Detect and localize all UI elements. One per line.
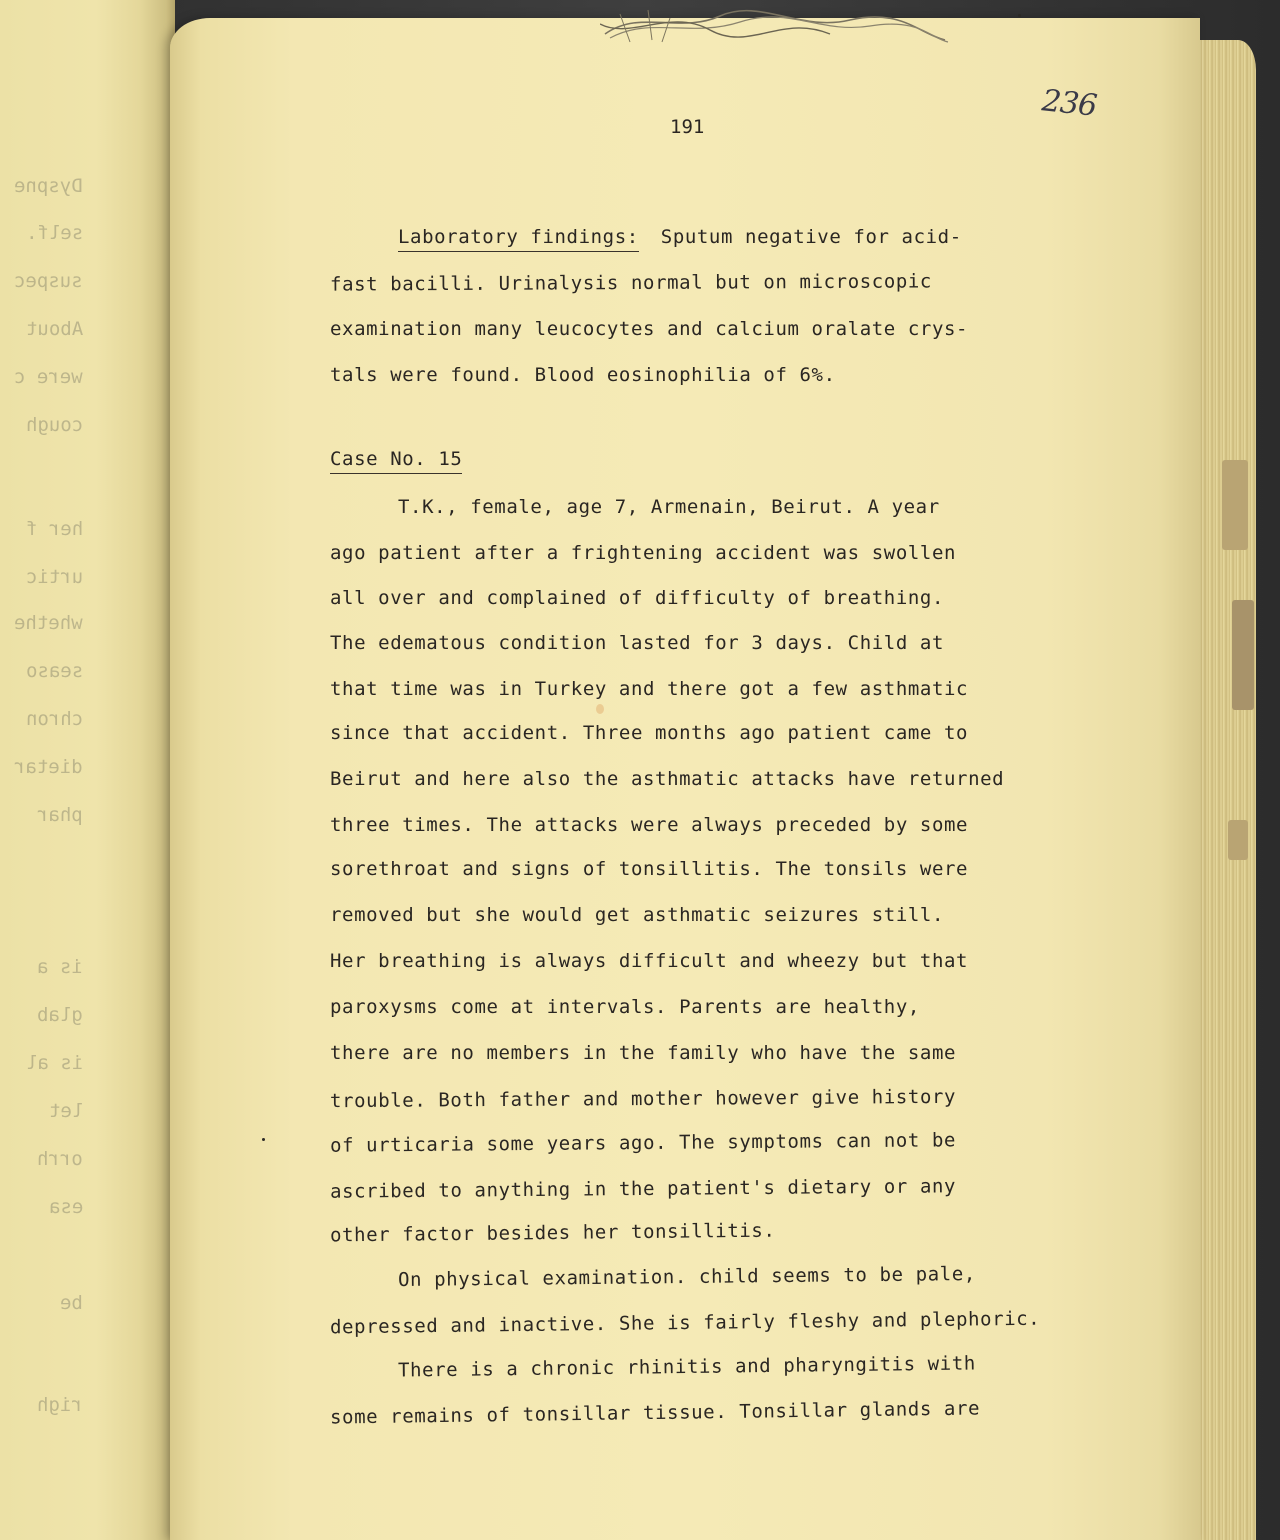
left-page-fragment: phar (37, 804, 83, 826)
lab-heading-line (398, 226, 962, 248)
text-line: all over and complained of difficulty of breathing. (330, 587, 944, 609)
left-page-fragment: righ (37, 1394, 83, 1416)
left-page-fragment: urtic (25, 566, 83, 588)
case-heading-line (330, 448, 462, 470)
text-line: some remains of tonsillar tissue. Tonsillar glands are (329, 1397, 981, 1429)
left-page-fragment: let (48, 1100, 83, 1122)
text-line: three times. The attacks were always preceded by some (330, 814, 969, 836)
text-line: ago patient after a frightening accident was swollen (330, 542, 957, 564)
text-line: tals were found. Blood eosinophilia of 6%. (330, 364, 836, 386)
text-line: sorethroat and signs of tonsillitis. The tonsils were (330, 858, 969, 880)
ink-speck (1018, 14, 1021, 17)
page-number: 191 (670, 116, 705, 138)
text-line: examination many leucocytes and calcium oralate crys- (330, 318, 969, 340)
left-page-fragment: whethe (14, 612, 83, 634)
text-line: other factor besides her tonsillitis. (329, 1219, 776, 1247)
left-page-fragment: self. (25, 222, 83, 244)
left-page-fragment: glab (37, 1004, 83, 1026)
left-page-fragment: seaso (25, 660, 83, 682)
left-facing-page (0, 0, 175, 1540)
text-line: There is a chronic rhinitis and pharyngitis with (397, 1352, 976, 1382)
left-page-fragment: her f (25, 518, 83, 540)
text-line: paroxysms come at intervals. Parents are healthy, (330, 996, 920, 1018)
left-page-fragment: Dyspne (14, 175, 83, 197)
handwritten-folio: 236 (1040, 83, 1098, 124)
page-tab (1232, 600, 1254, 710)
lab-heading: Laboratory findings: (398, 226, 639, 252)
binding-thread (600, 4, 950, 44)
left-page-fragment: About (25, 318, 83, 340)
text-line: Her breathing is always difficult and wheezy but that (330, 950, 969, 972)
left-page-fragment: suspec (14, 270, 83, 292)
left-page-fragment: were c (14, 366, 83, 388)
left-page-fragment: orrh (37, 1148, 83, 1170)
text-line: depressed and inactive. She is fairly fleshy and plephoric. (329, 1307, 1041, 1339)
left-page-fragment: is al (25, 1052, 83, 1074)
text-line: ascribed to anything in the patient's dietary or any (329, 1175, 957, 1203)
ink-speck (262, 1138, 265, 1141)
page-tab (1228, 820, 1248, 860)
left-page-fragment: is a (37, 956, 83, 978)
text-line: of urticaria some years ago. The symptoms can not be (329, 1129, 957, 1157)
text-line: On physical examination. child seems to be pale, (397, 1262, 976, 1292)
left-page-fragment: esa (48, 1196, 83, 1218)
text-line: The edematous condition lasted for 3 days. Child at (330, 632, 944, 654)
text-line: that time was in Turkey and there got a few asthmatic (330, 678, 969, 700)
lab-heading-text: Sputum negative for acid- (660, 226, 962, 248)
text-line: there are no members in the family who have the same (330, 1042, 957, 1064)
left-page-fragment: dietar (14, 756, 83, 778)
left-page-fragment: cough (25, 414, 83, 436)
text-line: Beirut and here also the asthmatic attacks have returned (330, 768, 1005, 790)
text-line: removed but she would get asthmatic seizures still. (330, 904, 944, 926)
case-heading: Case No. 15 (330, 448, 462, 474)
text-line: fast bacilli. Urinalysis normal but on microscopic (329, 270, 933, 296)
left-page-fragment: be (60, 1292, 83, 1314)
text-line: trouble. Both father and mother however give history (329, 1085, 957, 1113)
page-tab (1222, 460, 1248, 550)
text-line: since that accident. Three months ago patient came to (330, 722, 969, 744)
stain-spot (596, 704, 604, 714)
left-page-fragment: chron (25, 708, 83, 730)
text-line: T.K., female, age 7, Armenain, Beirut. A year (398, 496, 940, 518)
